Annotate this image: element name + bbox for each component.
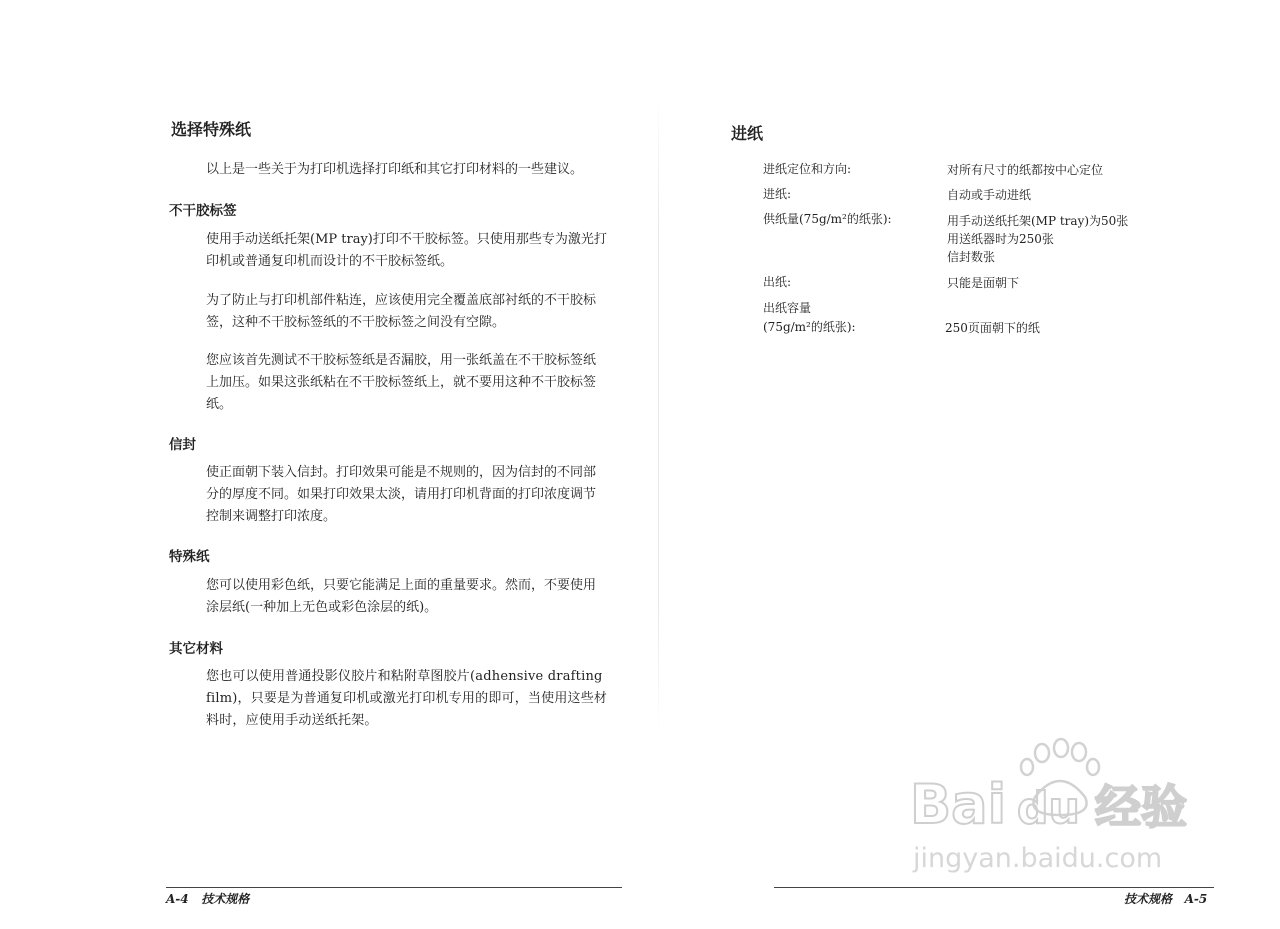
watermark-brand-du: du	[1017, 783, 1080, 834]
left-footer	[166, 890, 249, 907]
text-line: 印机或普通复印机而设计的不干胶标签纸。	[206, 254, 454, 269]
footer-label: 技术规格	[1124, 892, 1173, 906]
text-line: 签，这种不干胶标签纸的不干胶标签之间没有空隙。	[206, 315, 506, 330]
text-line: 您也可以使用普通投影仪胶片和粘附草图胶片(adhensive drafting	[206, 669, 603, 684]
page-gutter	[658, 95, 659, 735]
watermark-url: jingyan.baidu.com	[913, 843, 1163, 874]
baidu-jingyan-watermark	[905, 735, 1205, 885]
page-number: A-5	[1184, 892, 1208, 906]
page-number: A-4	[166, 892, 189, 906]
section-heading-special-paper: 特殊纸	[169, 549, 210, 565]
text-line: film)，只要是为普通复印机或激光打印机专用的即可，当使用这些材	[206, 691, 608, 706]
spec-label-line: 出纸容量	[763, 301, 812, 315]
right-page-title: 进纸	[731, 124, 764, 143]
section-heading-envelopes: 信封	[169, 437, 196, 453]
envelopes-paragraph	[206, 462, 658, 528]
spec-value-output: 只能是面朝下	[947, 276, 1020, 290]
spec-label-output-capacity	[763, 299, 856, 337]
spec-label-feed-position: 进纸定位和方向:	[763, 162, 852, 176]
other-materials-paragraph	[206, 666, 658, 732]
text-line: 为了防止与打印机部件粘连，应该使用完全覆盖底部衬纸的不干胶标	[206, 293, 597, 308]
spec-value-capacity	[947, 212, 1128, 266]
left-footer-rule	[166, 887, 622, 888]
spec-label-output: 出纸:	[763, 275, 792, 289]
intro-paragraph: 以上是一些关于为打印机选择打印纸和其它打印材料的一些建议。	[206, 162, 584, 177]
labels-paragraph-1	[206, 229, 658, 273]
labels-paragraph-3	[206, 350, 658, 416]
text-line: 使正面朝下装入信封。打印效果可能是不规则的，因为信封的不同部	[206, 465, 597, 480]
spec-value-line: 用手动送纸托架(MP tray)为50张	[947, 214, 1129, 228]
right-footer	[1124, 890, 1207, 907]
text-line: 料时，应使用手动送纸托架。	[206, 713, 378, 728]
spec-label-line: (75g/m²的纸张):	[763, 320, 856, 334]
left-page-title: 选择特殊纸	[171, 120, 252, 139]
text-line: 控制来调整打印浓度。	[206, 509, 337, 524]
spec-label-capacity: 供纸量(75g/m²的纸张):	[763, 212, 892, 226]
text-line: 上加压。如果这张纸粘在不干胶标签纸上，就不要用这种不干胶标签	[206, 375, 597, 390]
watermark-brand: Bai	[910, 773, 1007, 836]
right-footer-rule	[774, 887, 1214, 888]
spec-value-line: 信封数张	[947, 250, 996, 264]
footer-label: 技术规格	[201, 892, 250, 906]
text-line: 您可以使用彩色纸，只要它能满足上面的重量要求。然而，不要使用	[206, 578, 597, 593]
text-line: 涂层纸(一种加上无色或彩色涂层的纸)。	[206, 600, 438, 615]
watermark-cn: 经验	[1095, 780, 1187, 834]
section-heading-labels: 不干胶标签	[169, 203, 237, 219]
text-line: 纸。	[206, 397, 233, 412]
spec-label-feed: 进纸:	[763, 187, 792, 201]
spec-value-output-capacity: 250页面朝下的纸	[945, 321, 1040, 335]
spec-value-feed: 自动或手动进纸	[947, 188, 1032, 202]
labels-paragraph-2	[206, 290, 658, 334]
text-line: 您应该首先测试不干胶标签纸是否漏胶，用一张纸盖在不干胶标签纸	[206, 353, 597, 368]
section-heading-other-materials: 其它材料	[169, 641, 223, 657]
special-paper-paragraph	[206, 575, 658, 619]
spec-value-feed-position: 对所有尺寸的纸都按中心定位	[947, 163, 1104, 177]
text-line: 分的厚度不同。如果打印效果太淡，请用打印机背面的打印浓度调节	[206, 487, 597, 502]
text-line: 使用手动送纸托架(MP tray)打印不干胶标签。只使用那些专为激光打	[206, 232, 607, 247]
spec-value-line: 用送纸器时为250张	[947, 232, 1054, 246]
